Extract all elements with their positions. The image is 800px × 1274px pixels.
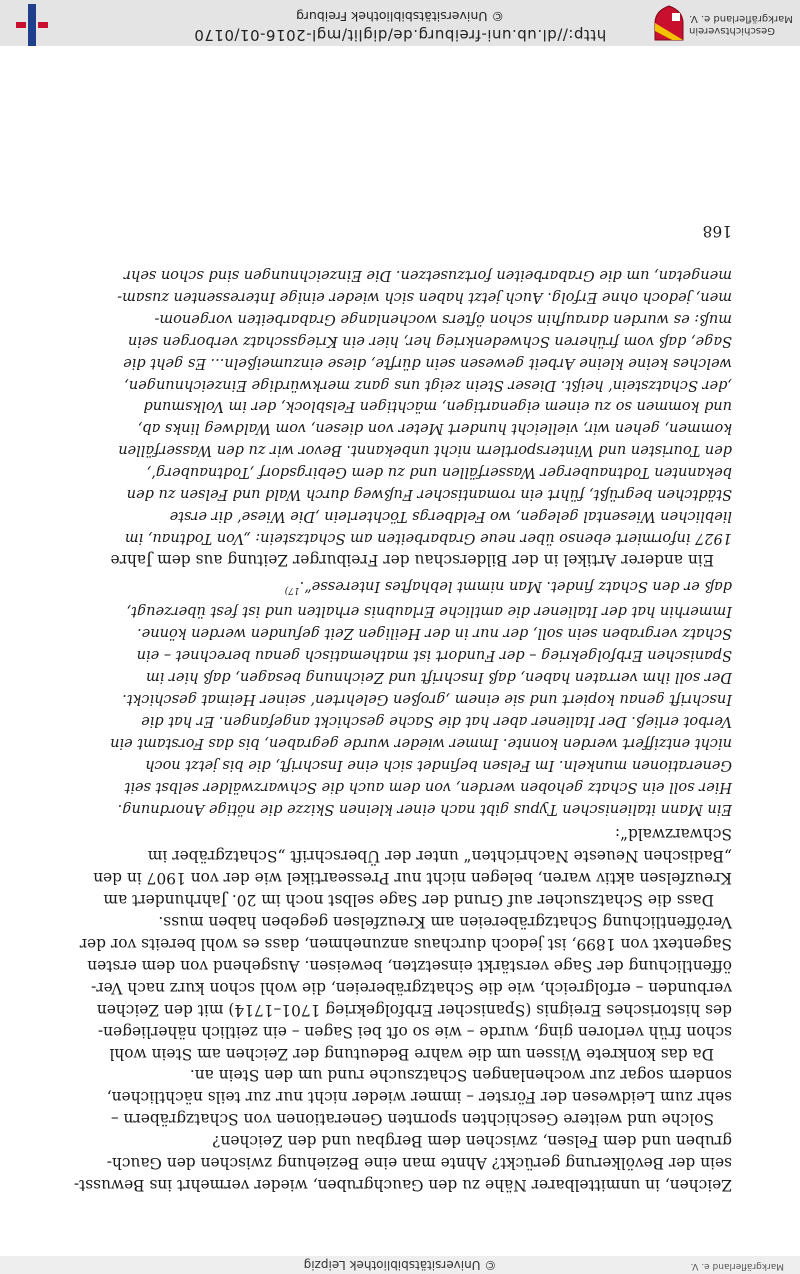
- text-line: sondern sogar zur wochenlangen Schatzsuche rund um den Stein an.: [189, 1066, 732, 1085]
- text-line: men, jedoch ohne Erfolg. Auch jetzt haben sich wieder einige Interessenten zusam-: [117, 288, 732, 305]
- text-line: kommen, gehen wir, vielleicht hundert Meter von diesen, vom Waldweg links ab,: [137, 420, 732, 437]
- text-line: Inschrift genau kopiert und sie einem ‚großen Gelehrten‘ seiner Heimat geschickt.: [122, 691, 732, 708]
- text-line: Da das konkrete Wissen um die wahre Bedeutung der Zeichen am Stein wohl: [109, 1044, 714, 1063]
- text-line: gruben und dem Felsen, zwischen dem Bergbau und den Zeichen?: [212, 1132, 732, 1151]
- text-line: Veröffentlichung Schatzgräbereien am Kreuzfelsen gegeben haben muss.: [158, 913, 732, 932]
- footer-url[interactable]: http://dl.ub.uni-freiburg.de/diglit/mgl-2016-01/0170: [193, 26, 607, 44]
- text-line: Spanischen Erbfolgekrieg – der Fundort ist mathematisch genau berechnet – ein: [136, 647, 732, 664]
- text-line: welches keine kleine Arbeit gewesen sein dürfte, diese einzumeißeln... Es geht die: [123, 354, 732, 371]
- text-line: Hier soll ein Schatz gehoben werden, von dem auch die Schwarzwälder selbst seit: [124, 778, 732, 795]
- text-line: muß: es wurden daraufhin schon öfters wochenlange Grabarbeiten vorgenom-: [154, 310, 732, 327]
- text-line: lieblichen Wiesental gelegen, wo Feldbergs Töchterlein ‚Die Wiese‘ dir erste: [169, 507, 732, 524]
- text-line: Sage, daß vom früheren Schwedenkrieg her, hier ein Kriegsschatz verborgen sein: [127, 332, 732, 349]
- text-line: daß er den Schatz findet. Man nimmt lebhaftes Interesse“.$^{17)}$: [284, 577, 732, 595]
- text-line: schon früh verloren ging, wurde – wie so oft bei Sagen – ein zeitlich näherliegen-: [97, 1022, 732, 1041]
- text-line: Kreuzfelsen aktiv waren, belegen nicht nur Presseartikel wie der von 1907 in den: [93, 869, 732, 888]
- header-bar: [0, 1256, 800, 1274]
- logo-text-line: Geschichtsverein: [689, 25, 775, 36]
- text-line: sehr zum Leidwesen der Förster – immer wieder nicht nur zur teils nächtlichen,: [106, 1088, 732, 1107]
- text-line: mengetan, um die Grabarbeiten fortzusetzen. Die Einzeichnungen sind schon sehr: [123, 267, 732, 284]
- header-copyright: © Universitätsbibliothek Leipzig: [303, 1258, 497, 1272]
- footer-bar: [0, 0, 800, 46]
- text-line: Verbot erließ. Der Italiener aber hat die Sache geschickt angefangen. Er hat die: [141, 712, 732, 729]
- page-body: [66, 209, 732, 1195]
- text-line: „Badischen Neueste Nachrichten“ unter der Überschrift „Schatzgräber im: [147, 847, 732, 866]
- library-logo-icon: [10, 4, 54, 46]
- text-line: des historisches Ereignis (Spanischer Erbfolgekrieg 1701–1714) mit den Zeichen: [96, 1000, 732, 1019]
- text-line: verbunden – erfolgreich, wie die Schatzgräbereien, die wohl schon kurz nach Ver-: [91, 978, 732, 997]
- text-line: 1927 informiert ebenso über neue Grabarbeiten am Schatzstein: „Von Todtnau, im: [124, 529, 732, 546]
- text-line: Dass die Schatzsucher auf Grund der Sage selbst noch im 20. Jahrhundert am: [103, 891, 714, 910]
- text-line: Schwarzwald“:: [614, 825, 732, 844]
- text-line: sein der Bevölkerung gerückt? Ahnte man eine Beziehung zwischen den Gauch-: [106, 1154, 732, 1173]
- text-line: Ein Mann italienischen Typus gibt nach einer kleinen Skizze die nötige Anordnung.: [117, 800, 732, 817]
- text-line: den Touristen und Wintersportlern nicht unbekannt. Bevor wir zu den Wasserfällen: [118, 442, 732, 459]
- page-number: 168: [702, 222, 732, 241]
- logo-text-line: Markgräflerland e. V.: [689, 13, 793, 24]
- text-line: Immerhin hat der Italiener die amtliche Erlaubnis erhalten und ist fest überzeugt,: [126, 603, 732, 620]
- text-lines: [66, 263, 732, 1195]
- text-line: Schatz vergraben sein soll, der nur in der Heiligen Zeit gefunden werden könne.: [137, 625, 732, 642]
- text-line: Sagentext von 1899, ist jedoch durchaus anzunehmen, dass es wohl bereits vor der: [79, 935, 732, 954]
- text-line: Der soll ihm verraten haben, daß Inschrift und Zeichnung besagen, daß hier im: [145, 669, 732, 686]
- text-line: Generationen munkeln. Im Felsen befindet sich eine Inschrift, die bis jetzt noch: [145, 756, 732, 773]
- text-line: nicht entziffert werden konnte. Immer wieder wurde gegraben, bis das Forstamt ein: [110, 734, 732, 751]
- header-right-text: Markgräflerland e. V.: [690, 1261, 784, 1271]
- footer-copyright: © Universitätsbibliothek Freiburg: [296, 9, 504, 24]
- text-line: ‚der Schatzstein‘ heißt. Dieser Stein zeigt uns ganz merkwürdige Einzeichnungen,: [124, 376, 732, 393]
- text-line: und kommen so zu einem eigenartigen, mächtigen Felsblock, der im Volksmund: [143, 398, 732, 415]
- text-line: Solche und weitere Geschichten spornten Generationen von Schatzgräbern –: [110, 1110, 714, 1129]
- footnote-ref: 17): [284, 584, 300, 595]
- text-line: Städtchen begrüßt, führt ein romantischer Fußweg durch Wald und Felsen zu den: [126, 486, 732, 503]
- text-line: Zeichen, in unmittelbarer Nähe zu den Gauchgruben, wieder vermehrt ins Bewusst-: [73, 1176, 732, 1194]
- text-line: Ein anderer Artikel in der Bilderschau der Freiburger Zeitung aus dem Jahre: [110, 550, 714, 569]
- text-line: bekannten Todtnauberger Wasserfällen und zu dem Gebirgsdorf ‚Todtnauberg‘,: [146, 464, 732, 481]
- text-line: öffentlichung der Sage verstärkt einsetzten, beweisen. Ausgehend von dem ersten: [87, 956, 732, 975]
